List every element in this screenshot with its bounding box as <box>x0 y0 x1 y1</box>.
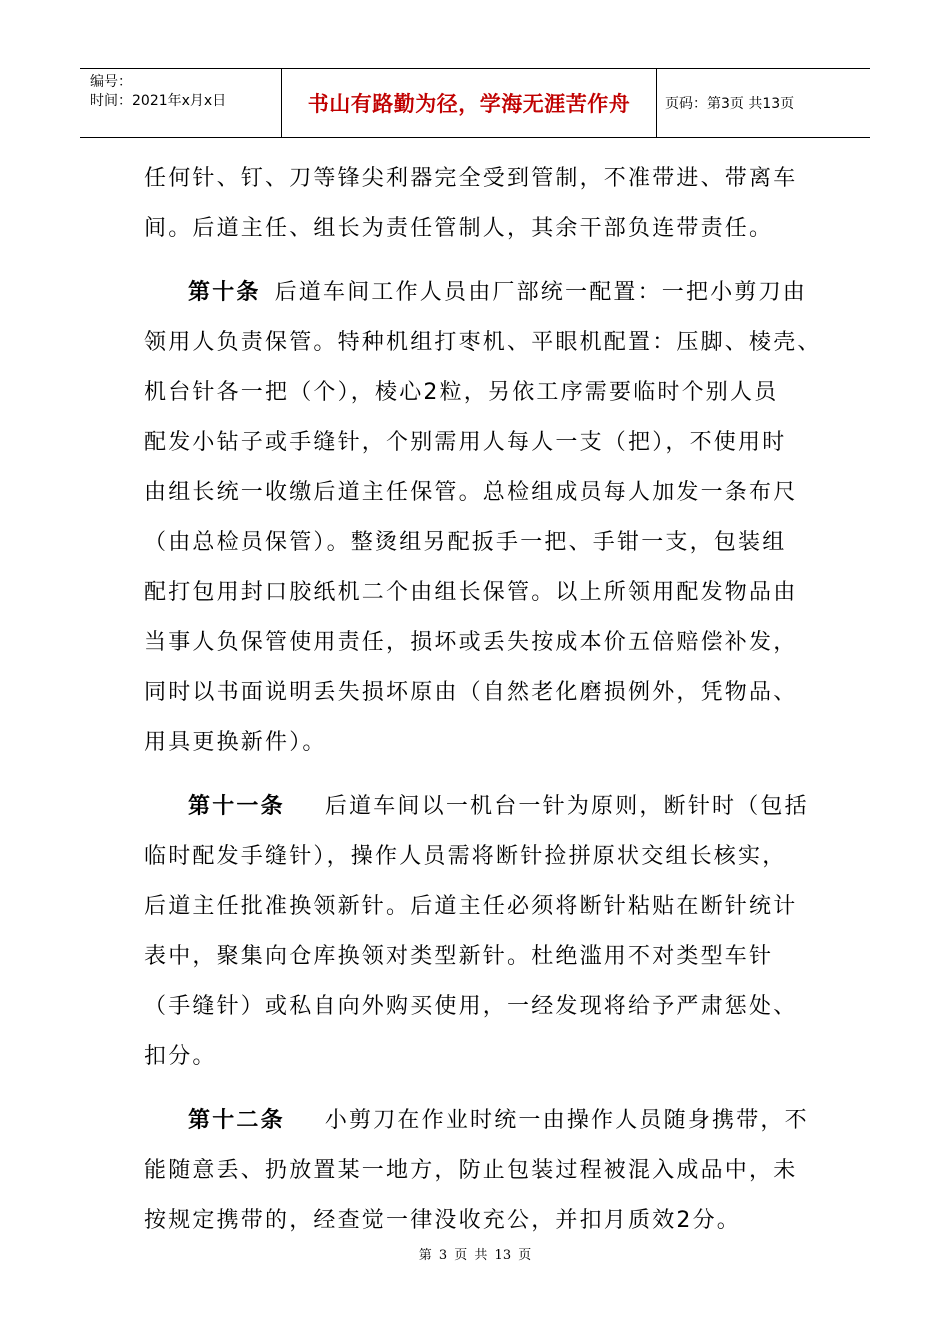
text-line: 领用人负责保管。特种机组打枣机、平眼机配置：压脚、棱壳、 <box>144 330 822 355</box>
paragraph-continuation <box>144 163 824 245</box>
article-first-line <box>144 277 824 309</box>
text-line: 扣分。 <box>144 1044 217 1069</box>
article-heading: 第十一条 <box>188 794 285 819</box>
article-first-line <box>144 1105 824 1137</box>
article-first-line <box>144 791 824 823</box>
document-number-label: 编号： <box>90 74 132 90</box>
article-heading: 第十条 <box>188 280 261 305</box>
paragraph-article-11 <box>144 791 824 1073</box>
text-line: 能随意丢、扔放置某一地方，防止包装过程被混入成品中，未 <box>144 1158 798 1183</box>
text-line: 用具更换新件）。 <box>144 730 327 755</box>
header-page-info: 页码：第3页 共13页 <box>665 96 795 112</box>
header-motto-cell <box>282 69 657 137</box>
footer-page-number: 第 3 页 共 13 页 <box>418 1248 532 1263</box>
text-line: 按规定携带的，经查觉一律没收充公，并扣月质效2分。 <box>144 1208 741 1233</box>
header-motto: 书山有路勤为径，学海无涯苦作舟 <box>307 92 631 116</box>
text-line: 任何针、钉、刀等锋尖利器完全受到管制，不准带进、带离车 <box>144 166 798 191</box>
text-line: 同时以书面说明丢失损坏原由（自然老化磨损例外，凭物品、 <box>144 680 798 705</box>
paragraph-article-10 <box>144 277 824 759</box>
text-line: （手缝针）或私自向外购买使用，一经发现将给予严肃惩处、 <box>144 994 798 1019</box>
page-header <box>80 68 870 138</box>
text-line: 后道主任批准换领新针。后道主任必须将断针粘贴在断针统计 <box>144 894 798 919</box>
article-heading: 第十二条 <box>188 1108 285 1133</box>
header-page-cell <box>657 69 870 137</box>
page-footer <box>0 1244 950 1263</box>
paragraph-article-12 <box>144 1105 824 1237</box>
header-meta-cell <box>80 69 282 137</box>
text-line: 机台针各一把（个），棱心2粒，另依工序需要临时个别人员 <box>144 380 779 405</box>
text-line: 当事人负保管使用责任，损坏或丢失按成本价五倍赔偿补发， <box>144 630 798 655</box>
text-line: 间。后道主任、组长为责任管制人，其余干部负连带责任。 <box>144 216 774 241</box>
document-date: 时间：2021年x月x日 <box>90 93 227 109</box>
text-line: 配发小钻子或手缝针，个别需用人每人一支（把），不使用时 <box>144 430 787 455</box>
text-segment: 后道车间工作人员由厂部统一配置：一把小剪刀由 <box>274 280 808 305</box>
text-line: （由总检员保管）。整烫组另配扳手一把、手钳一支，包装组 <box>144 530 787 555</box>
text-line: 临时配发手缝针），操作人员需将断针捡拼原状交组长核实， <box>144 844 787 869</box>
text-line: 由组长统一收缴后道主任保管。总检组成员每人加发一条布尺 <box>144 480 798 505</box>
text-segment: 后道车间以一机台一针为原则，断针时（包括 <box>324 794 809 819</box>
document-body <box>144 163 824 1269</box>
text-line: 配打包用封口胶纸机二个由组长保管。以上所领用配发物品由 <box>144 580 798 605</box>
text-line: 表中，聚集向仓库换领对类型新针。杜绝滥用不对类型车针 <box>144 944 774 969</box>
text-segment: 小剪刀在作业时统一由操作人员随身携带，不 <box>324 1108 809 1133</box>
